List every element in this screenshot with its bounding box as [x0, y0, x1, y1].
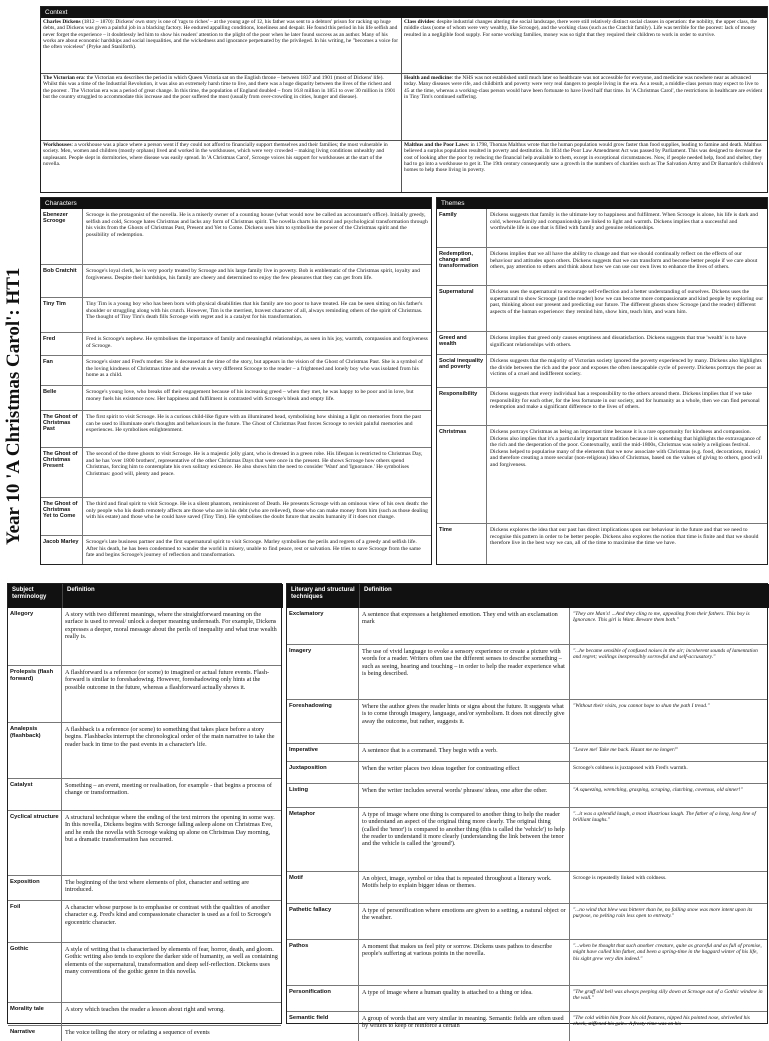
row-definition: Dickens suggests that family is the ultimate key to happiness and fulfilment. When Scrooge is alone, his life is dark and cold, whereas family and companionship are linked to light and warmth. Dickens implies that a successful and worthwhile life is one that is filled with family and genuine relationships. [490, 212, 759, 231]
row-definition: A moment that makes us feel pity or sorrow. Dickens uses pathos to describe people's suffering at various points in the novella. [362, 943, 552, 958]
themes-section [436, 197, 768, 565]
context-label: Charles Dickens [43, 19, 81, 25]
row-definition: The second of the three ghosts to visit Scrooge. He is a majestic jolly giant, who is dressed in a green robe. His lifespan is restricted to Christmas Day, and he has 'over 1800 brothers', representative of the other Christmas Days that were once in the present. He shows Scrooge how others spend Christmas, forcing him to contemplate his own solitary existence. He also shows him the need to consider 'Want' and 'Ignorance.' He symbolises Christmas: good will, plenty and peace. [86, 451, 423, 477]
context-dickens [41, 18, 401, 73]
row-label: Narrative [8, 1026, 62, 1041]
character-row [41, 497, 431, 535]
row-label: Personification [287, 986, 359, 1011]
row-label: Foreshadowing [287, 700, 359, 743]
row-label: Responsibility [437, 388, 487, 425]
character-row [41, 535, 431, 564]
character-row [41, 355, 431, 385]
row-label: The Ghost of Christmas Present [41, 448, 83, 497]
row-definition: The use of vivid language to evoke a sensory experience or create a picture with words for a reader. Writers often use the different senses to describe something – such as seeing, hearing and touching – in order to help the reader experience what is being described. [362, 648, 565, 677]
row-label: Supernatural [437, 286, 487, 331]
row-label: Tiny Tim [41, 298, 83, 332]
row-definition: Dickens implies that greed only causes emptiness and dissatisfaction. Dickens suggests that true 'wealth' is to have significant relationships with others. [490, 335, 747, 348]
row-label: Fred [41, 333, 83, 355]
subject-row [8, 900, 281, 942]
literary-row [287, 985, 767, 1011]
row-label: Semantic field [287, 1012, 359, 1041]
context-text: (1812 – 1870): Dickens' own story is one of 'rags to riches' – at the young age of 12, his father was sent to a debtors' prison for racking up huge debts, and Dickens was given a painful job in a blacking factory. He endured appalling conditions, loneliness and despair. He found this period in his life selfish and never forget the experience – it doubtlessly led him to show his readers' attention to the plight of the poor when he later found success as an author. Many of his works are about economic hardships and social inequalities, and the wickedness and ignorance perpetuated by the privileged. In his writing, he "becomes a voice for the often voiceless" (Pryke and Staniforth). [43, 19, 399, 51]
theme-row [437, 209, 767, 247]
row-example: "Leave me! Take me back. Haunt me no longer!" [569, 744, 767, 761]
row-definition: A sentence that is a command. They begin with a verb. [362, 747, 498, 754]
subject-row [8, 1025, 281, 1041]
row-definition: Dickens explores the idea that our past has direct implications upon our behaviour in the future and that we need to recognise this pattern in order to be better people. Dickens also explores the notion that time is finite and that we should therefore live in the best way we can, all of the time to maximise the time we have. [490, 527, 759, 546]
context-section [40, 6, 768, 193]
literary-header-term: Literary and structural techniques [287, 584, 359, 608]
literary-row [287, 807, 767, 871]
character-row [41, 410, 431, 447]
row-label: Allegory [8, 608, 62, 665]
row-definition: The first spirit to visit Scrooge. He is a curious child-like figure with an illuminated head, symbolising how shining a light on memories from the past can be used to illuminate one's thoughts and behaviours in the future. The Ghost of Christmas Past forces Scrooge to revisit painful memories and experiences. He symbolises enlightenment. [86, 414, 422, 433]
row-definition: A style of writing that is characterised by elements of fear, horror, death, and gloom. Gothic writing also tends to explore the darker side of humanity, as well as containing elements of the supernatural, transformation and deep self-reflection. Dickens uses many conventions of the gothic genre in this novella. [65, 946, 278, 975]
row-label: Imperative [287, 744, 359, 761]
row-label: Catalyst [8, 779, 62, 810]
row-label: Exposition [8, 876, 62, 900]
context-text: : in 1798, Thomas Malthus wrote that the human population would grow faster than food supplies, leading to famine and death. Malthus believed a surplus population resulted in poverty and destitution. In 1834 the Poor Law Amendment Act was passed by Parliament. This was designed to decrease the cost of looking after the poor by reducing the financial help available to them, except in exceptional circumstances. Now, if people needed help, food and shelter, they had to go into a workhouse to get it. The 19th century consequently saw a growth in the numbers of charities such as The Salvation Army and Dr Barnardo's children's homes to help those living in poverty. [404, 142, 764, 174]
row-definition: Scrooge's sister and Fred's mother. She is deceased at the time of the story, but appears in the vision of the Ghost of Christmas Past. She is a symbol of the loving kindness of Christmas time and she reveals a very different Scrooge to the reader – a frightened and lonely boy who was isolated from his home as a child. [86, 359, 423, 378]
theme-row [437, 425, 767, 523]
row-label: Juxtaposition [287, 762, 359, 783]
row-definition: Dickens suggests that every individual has a responsibility to the others around them. Dickens implies that if we take responsibility for each other, for the less fortunate in our society, and for humanity as a whole, then we can find personal redemption and make a significant difference to the lives of others. [490, 391, 760, 410]
row-example: "...when he thought that such another creature, quite as graceful and as full of promise, might have called him father, and been a spring-time in the haggard winter of his life, his sight grew very dim indeed." [569, 940, 767, 985]
row-label: Bob Cratchit [41, 265, 83, 297]
character-row [41, 209, 431, 264]
subject-row [8, 1002, 281, 1025]
subject-row [8, 942, 281, 1002]
row-definition: The voice telling the story or relating a sequence of events [65, 1029, 210, 1036]
row-definition: A story which teaches the reader a lesson about right and wrong. [65, 1006, 225, 1013]
row-label: Redemption, change and transformation [437, 248, 487, 285]
row-definition: Scrooge is the protagonist of the novella. He is a miserly owner of a counting house (what would now be called an accountant's office). Initially greedy, selfish and cold, Scrooge hates Christmas and lacks any form of Christmas spirit. The novella charts his moral and psychological transformation through his visits from the Ghosts of Christmas Past, Present and Yet to Come. Dickens uses him to symbolise the power of the Christmas spirit and the possibility of redemption. [86, 212, 428, 238]
row-example: "The cold within him froze his old features, nipped his pointed nose, shrivelled his cheek, stiffened his gait... A frosty rime was on his [569, 1012, 767, 1041]
row-example: "Without their visits, you cannot hope to shun the path I tread." [569, 700, 767, 743]
themes-header: Themes [437, 198, 767, 209]
row-label: Cyclical structure [8, 811, 62, 875]
row-definition: Dickens suggests that the majority of Victorian society ignored the poverty experienced by many. Dickens also highlights the divide between the rich and the poor and exposes the often inescapable cycle of poverty. Dickens portrays the poor as victims of a cruel and indifferent society. [490, 358, 762, 377]
context-grid [41, 18, 767, 192]
row-definition: A structural technique where the ending of the text mirrors the opening in some way. In this novella, Dickens begins with Scrooge falling asleep alone on Christmas Eve, and he ends the novella with Scrooge waking up alone on Christmas Day morning, but a dramatic transformation has occurred. [65, 814, 275, 843]
row-label: Fan [41, 356, 83, 385]
literary-row [287, 939, 767, 985]
row-definition: A flashback is a reference (or scene) to something that takes place before a story begins. Flashbacks interrupt the chronological order of the main narrative to take the reader back in time to the past events in a character's life. [65, 726, 275, 748]
literary-row [287, 783, 767, 807]
row-example: "They are Man's! ...And they cling to me, appealing from their fathers. This boy is Ignorance. This girl is Want. Beware them both." [569, 608, 767, 644]
theme-row [437, 331, 767, 354]
subject-header-term: Subject terminology [8, 584, 62, 608]
row-example: "The gruff old bell was always peeping slily down at Scrooge out of a Gothic window in the wall." [569, 986, 767, 1011]
row-example: "...he became sensible of confused noises in the air; incoherent sounds of lamentation and regret; wailings inexpressibly sorrowful and self-accusatory." [569, 645, 767, 699]
row-definition: Scrooge's loyal clerk, he is very poorly treated by Scrooge and his large family live in poverty. Bob is emblematic of the Christmas spirit, loyalty and forgiveness. Despite their hardships, his family are cheery and determined to enjoy the few pleasures that they can get from life. [86, 268, 420, 281]
row-definition: Fred is Scrooge's nephew. He symbolises the importance of family and meaningful relationships, as seen in his joy, warmth, compassion and forgiveness of Scrooge. [86, 336, 428, 349]
character-row [41, 332, 431, 355]
row-definition: A type of image where one thing is compared to another thing to help the reader to understand an aspect of the original thing more clearly. The original thing (called the 'tenor') is compared to another thing (this is called the 'vehicle') to help the reader to understand it more clearly (understanding the link between the tenor and the vehicle is called the 'ground'). [362, 811, 565, 848]
row-definition: When the writer includes several words/ phrases/ ideas, one after the other. [362, 787, 548, 794]
row-example: "...it was a splendid laugh, a most illustrious laugh. The father of a long, long line of brilliant laughs." [569, 808, 767, 871]
context-text: : despite industrial changes altering the social landscape, there were still relatively distinct social classes in operation: the nobility, the upper class, the middle class (some of whom were very wealthy, like Scrooge), and the working class (such as the Cratchit family). Life was terrible for the poorest: lack of money resulted in a negligible food supply. For some working families, money was so tight that they required their children to work in order to survive. [404, 19, 757, 38]
row-definition: A type of personification where emotions are given to a setting, a natural object or the weather. [362, 907, 566, 922]
literary-header-definition: Definition [359, 584, 769, 608]
row-definition: Dickens uses the supernatural to encourage self-reflection and a better understanding of ourselves. Dickens uses the supernatural to show Scrooge (and the reader) how we can become more compassionate and kind people by exploring our past, thinking about our present and predicting our future. The different ghosts show Scrooge (and the reader) different aspects of the human experience: they remind him, show him, teach him, and warn him. [490, 289, 764, 315]
row-example: "...no wind that blew was bitterer than he, no falling snow was more intent upon its purpose, no pelting rain less open to entreaty." [569, 904, 767, 939]
row-definition: Dickens portrays Christmas as being an important time because it is a rare opportunity for kindness and compassion. Dickens also implies that it's a particularly important tradition because it is something that highlights the extravagance of the rich and the desperation of the poor. Contextually, until the mid-1800s, Christmas was solely a religious festival. Dickens helped to popularise many of the elements that we now associate with Christmas (e.g. food, decorations, music) and therefore creating a more secular (non-religious) idea of Christmas, based on the values of giving to others, good will and forgiveness. [490, 429, 762, 468]
row-definition: When the writer places two ideas together for contrasting effect [362, 765, 520, 772]
row-label: Listing [287, 784, 359, 807]
context-workhouses [41, 141, 401, 192]
context-malthus [402, 141, 767, 192]
row-definition: Where the author gives the reader hints or signs about the future. It suggests what is to come through imagery, language, and/or symbolism. It does not directly give away the outcome, but rather, suggests it. [362, 703, 565, 725]
row-label: The Ghost of Christmas Yet to Come [41, 498, 83, 535]
subject-row [8, 722, 281, 778]
literary-row [287, 608, 767, 644]
character-row [41, 385, 431, 410]
subject-row [8, 665, 281, 722]
row-definition: Something – an event, meeting or realisation, for example - that begins a process of change or transformation. [65, 782, 272, 797]
context-class-divides [402, 18, 767, 73]
page-title: Year 10 'A Christmas Carol': HT1 [3, 267, 24, 545]
theme-row [437, 387, 767, 425]
context-header: Context [41, 7, 767, 18]
subject-header-definition: Definition [62, 584, 283, 608]
row-label: Jacob Marley [41, 536, 83, 564]
row-definition: Scrooge's late business partner and the first supernatural spirit to visit Scrooge. Marley symbolises the perils and regrets of a greedy and selfish life. After his death, he has been condemned to wander the world in misery, unable to find peace, rest or salvation. He tries to save Scrooge from the same fate and begins Scrooge's journey of reflection and transformation. [86, 539, 421, 558]
row-definition: The beginning of the text where elements of plot, character and setting are introduced. [65, 879, 250, 894]
literary-row [287, 871, 767, 903]
row-label: Family [437, 209, 487, 247]
row-definition: An object, image, symbol or idea that is repeated throughout a literary work. Motifs help to explain bigger ideas or themes. [362, 875, 552, 890]
context-label: Health and medicine [404, 75, 452, 81]
character-row [41, 264, 431, 297]
theme-row [437, 247, 767, 285]
row-definition: Tiny Tim is a young boy who has been born with physical disabilities that his family are too poor to have treated. He can be seen sitting on his father's shoulder or struggling along with his crutch. However, Tim is the merriest, bravest character of all, always reminding others of the spirit of Christmas. The thought of Tiny Tim's death fills Scrooge with regret and is a catalyst for his transformation. [86, 301, 423, 320]
subject-row [8, 810, 281, 875]
theme-row [437, 523, 767, 564]
row-label: Christmas [437, 426, 487, 523]
row-definition: A flashforward is a reference (or scene) to imagined or actual future events. Flash-forward is similar to foreshadowing. However, foreshadowing only hints at the possible outcome in the future, whereas a flashforward actually shows it. [65, 669, 270, 691]
context-label: Workhouses [43, 142, 72, 148]
row-label: Morality tale [8, 1003, 62, 1025]
literary-table [287, 608, 767, 1030]
row-label: Belle [41, 386, 83, 410]
theme-row [437, 354, 767, 387]
subject-row [8, 875, 281, 900]
literary-techniques-section [286, 583, 768, 1030]
row-definition: A type of image where a human quality is attached to a thing or idea. [362, 989, 533, 996]
characters-table [41, 209, 431, 564]
row-label: Ebenezer Scrooge [41, 209, 83, 264]
row-label: The Ghost of Christmas Past [41, 411, 83, 447]
row-label: Exclamatory [287, 608, 359, 644]
row-definition: A character whose purpose is to emphasise or contrast with the qualities of another character e.g. Fred's kind and compassionate character is used as a foil to Scrooge's egocentric character. [65, 904, 272, 926]
literary-row [287, 699, 767, 743]
context-text: : a workhouse was a place where a person went if they could not afford to financially support themselves and their families; the most vulnerable in society. Men, women and children (mostly orphans) lived and worked in the workhouses, which were very crowded – making living conditions unhealthy and unpleasant. People slept in dormitories, where disease was easily spread. In 'A Christmas Carol', Scrooge voices his support for workhouses at the start of the novella. [43, 142, 388, 167]
row-label: Time [437, 524, 487, 564]
character-row [41, 297, 431, 332]
literary-row [287, 1011, 767, 1041]
row-label: Pathetic fallacy [287, 904, 359, 939]
row-definition: Dickens implies that we all have the ability to change and that we should continually reflect on the effects of our behaviour and attitudes upon others. Dickens suggests that we can transform and become better people if we care about others, pay attention to others and think about how we can use our own lives to enhance the lives of others. [490, 251, 758, 270]
character-row [41, 447, 431, 497]
context-label: The Victorian era [43, 75, 84, 81]
row-label: Gothic [8, 943, 62, 1002]
row-label: Pathos [287, 940, 359, 985]
context-victorian-era [41, 74, 401, 140]
row-definition: A group of words that are very similar in meaning. Semantic fields are often used by writers to keep or reinforce a certain [362, 1015, 564, 1030]
row-example: Scrooge is repeatedly linked with coldness. [569, 872, 767, 903]
row-label: Analepsis (flashback) [8, 723, 62, 778]
literary-row [287, 644, 767, 699]
characters-section [40, 197, 432, 565]
literary-row [287, 903, 767, 939]
row-definition: Scrooge's young love, who breaks off their engagement because of his increasing greed – when they met, he was happy to be poor and in love, but money fuels his existence now. Her happiness and fulfilment is contrasted with Scrooge's bleak and empty life. [86, 389, 414, 402]
row-example: "A squeezing, wrenching, grasping, scraping, clutching, covetous, old sinner!" [569, 784, 767, 807]
subject-terminology-section [7, 583, 282, 1036]
context-text: : the Victorian era describes the period in which Queen Victoria sat on the English throne – between 1837 and 1901 (most of Dickens' life). Whilst this was a time of the Industrial Revolution, it was also an extremely harsh time to live, and there was a huge disparity between the lives of the richest and the poorest . The Victorian era was a period of great change. In this time, the population of England doubled – from 16.8 million in 1851 to over 30 million in 1901 but the country struggled to accommodate this increase and the poor suffered the most (usually from over-crowding in cities, hunger and disease). [43, 75, 396, 100]
context-label: Malthus and the Poor Laws [404, 142, 468, 148]
context-health [402, 74, 767, 140]
row-definition: A sentence that expresses a heightened emotion. They end with an exclamation mark [362, 611, 558, 626]
context-label: Class divides [404, 19, 434, 25]
row-example: Scrooge's coldness is juxtaposed with Fred's warmth. [569, 762, 767, 783]
row-label: Foil [8, 901, 62, 942]
theme-row [437, 285, 767, 331]
characters-header: Characters [41, 198, 431, 209]
literary-row [287, 743, 767, 761]
row-label: Motif [287, 872, 359, 903]
themes-table [437, 209, 767, 564]
row-label: Imagery [287, 645, 359, 699]
row-label: Metaphor [287, 808, 359, 871]
row-label: Social inequality and poverty [437, 355, 487, 387]
row-label: Greed and wealth [437, 332, 487, 354]
subject-table [8, 608, 281, 1036]
row-definition: The third and final spirit to visit Scrooge. He is a silent phantom, reminiscent of Death. He presents Scrooge with an ominous view of his own death: the only people who his death remotely affects are those who are in his debt (who are relieved), those who can make money from him (such as those dealing with his estate) and those who he could have saved (Tiny Tim). He symbolises the doubt future that awaits humanity if it does not change. [86, 501, 428, 520]
subject-row [8, 608, 281, 665]
sidebar [0, 0, 40, 560]
row-definition: A story with two different meanings, where the straightforward meaning on the surface is used to reveal/ unlock a deeper meaning underneath. For example, Dickens expresses a deeper, moral message about the perils of inequality and what true wealth really is. [65, 611, 277, 640]
subject-row [8, 778, 281, 810]
row-label: Prolepsis (flash forward) [8, 666, 62, 722]
literary-row [287, 761, 767, 783]
context-text: : the NHS was not established until much later so healthcare was not accessible for everyone, and medicine was nowhere near as advanced today. Many diseases were rife, and childbirth and poverty were very real dangers to people living in the era. As a result, a middle-class person may expect to live to 45 at the time, whereas a working-class person would have been fortunate to have lived half that time. In 'A Christmas Carol', the restrictions in healthcare are evident in Tiny Tim's continued suffering. [404, 75, 763, 100]
